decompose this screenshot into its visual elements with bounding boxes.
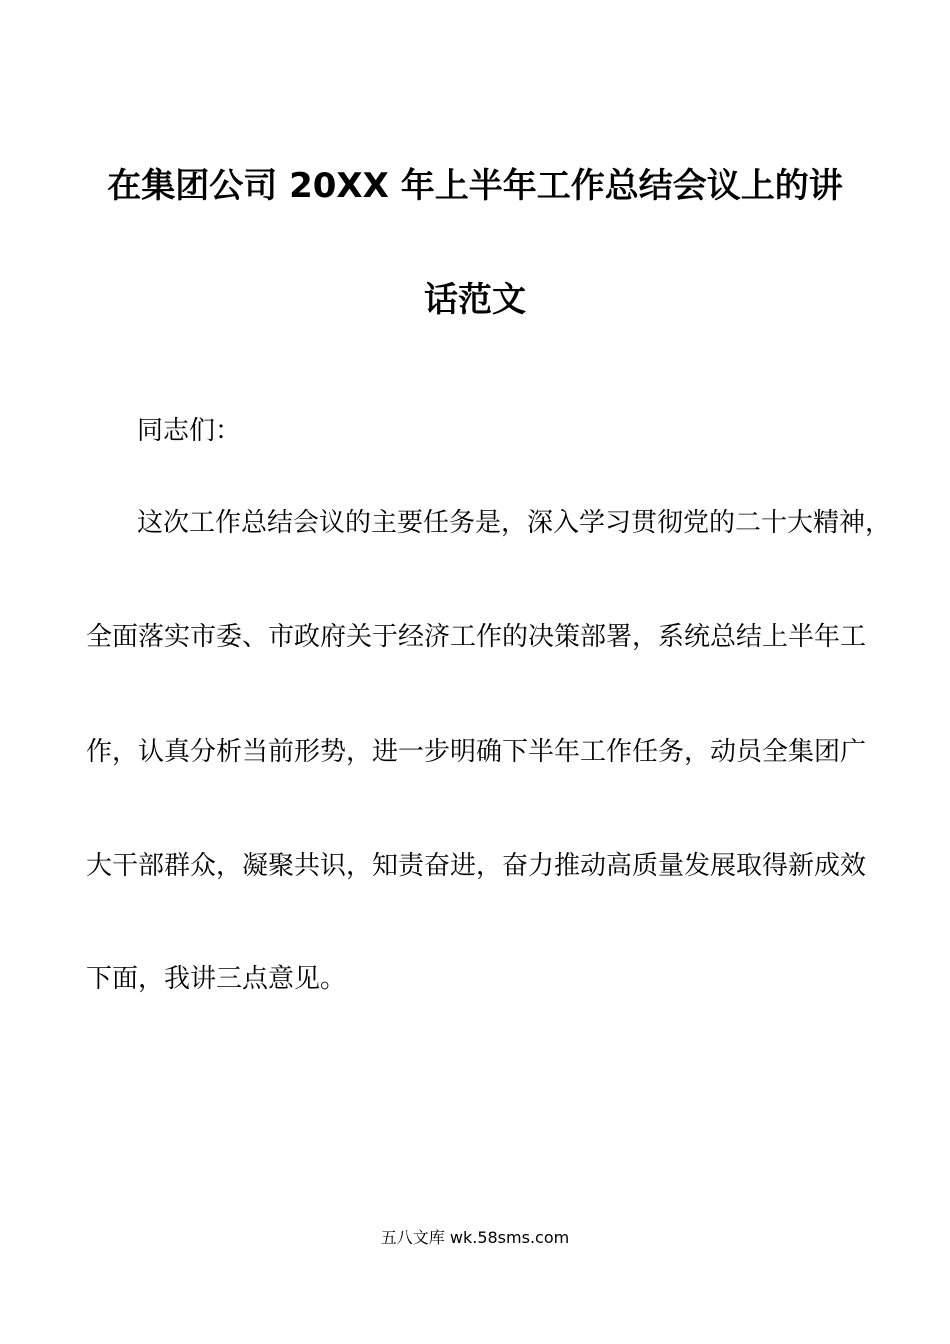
footer-watermark: 五八文库 wk.58sms.com xyxy=(380,1228,570,1247)
body-line: 大干部群众，凝聚共识，知责奋进，奋力推动高质量发展取得新成效 xyxy=(86,851,867,881)
document-title-line-1: 在集团公司 20XX 年上半年工作总结会议上的讲 xyxy=(107,166,843,206)
body-line: 这次工作总结会议的主要任务是，深入学习贯彻党的二十大精神， xyxy=(137,508,892,538)
body-line: 作，认真分析当前形势，进一步明确下半年工作任务，动员全集团广 xyxy=(86,737,867,767)
body-line: 全面落实市委、市政府关于经济工作的决策部署，系统总结上半年工 xyxy=(86,622,867,652)
salutation: 同志们： xyxy=(137,416,242,446)
body-line: 下面，我讲三点意见。 xyxy=(86,964,347,994)
document-title-line-2: 话范文 xyxy=(424,280,526,320)
